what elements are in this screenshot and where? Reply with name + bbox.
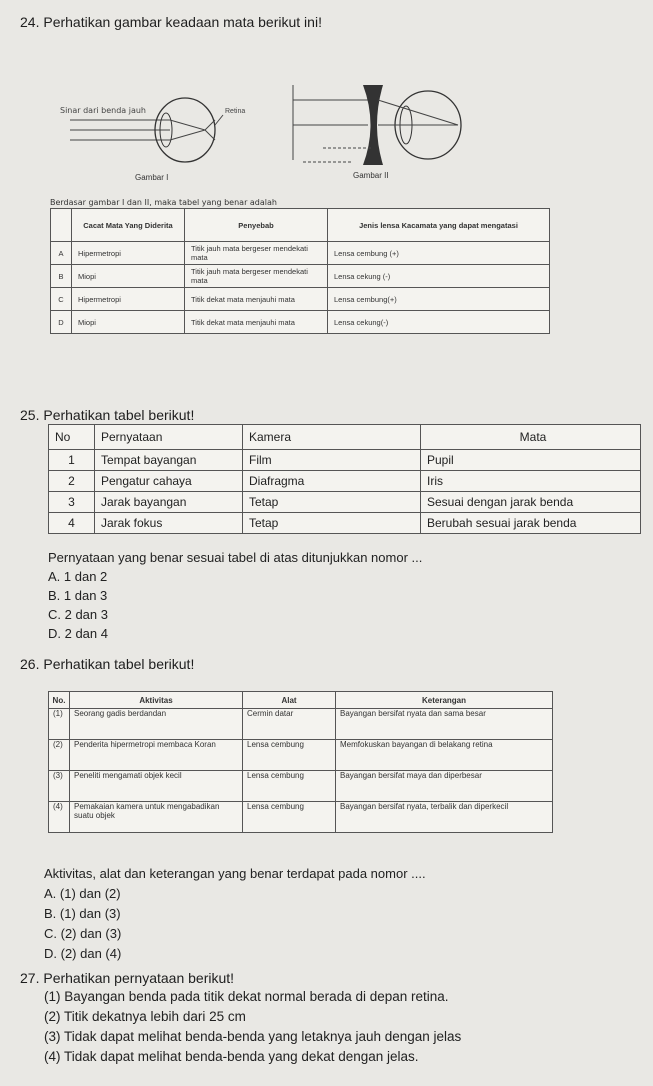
q27-item-2: (2) Titik dekatnya lebih dari 25 cm [44, 1009, 246, 1024]
table-row: C Hipermetropi Titik dekat mata menjauhi mata Lensa cembung(+) [51, 288, 550, 311]
table-row: 1 Tempat bayangan Film Pupil [49, 450, 641, 471]
table-row: 4 Jarak fokus Tetap Berubah sesuai jarak benda [49, 513, 641, 534]
q25-question: Pernyataan yang benar sesuai tabel di atas ditunjukkan nomor ... [48, 550, 423, 565]
q25-table: No Pernyataan Kamera Mata 1 Tempat bayangan Film Pupil 2 Pengatur cahaya Diafragma Iris 3 Jarak bayangan Tetap Sesuai dengan jarak benda 4 Jarak fokus Tetap Berubah sesuai jarak benda [48, 424, 641, 534]
q25-option-b[interactable]: B. 1 dan 3 [48, 588, 108, 603]
table-row: (2) Penderita hipermetropi membaca Koran Lensa cembung Memfokuskan bayangan di belakang retina [49, 740, 553, 771]
q26-option-a[interactable]: A. (1) dan (2) [44, 886, 121, 901]
q25-title: 25. Perhatikan tabel berikut! [20, 407, 195, 423]
table-row: (3) Peneliti mengamati objek kecil Lensa cembung Bayangan bersifat maya dan diperbesar [49, 771, 553, 802]
q26-title: 26. Perhatikan tabel berikut! [20, 656, 195, 672]
q27-item-4: (4) Tidak dapat melihat benda-benda yang dekat dengan jelas. [44, 1049, 419, 1064]
q25-option-c[interactable]: C. 2 dan 3 [48, 607, 108, 622]
table-row: B Miopi Titik jauh mata bergeser mendekati mata Lensa cekung (-) [51, 265, 550, 288]
table-row: A Hipermetropi Titik jauh mata bergeser mendekati mata Lensa cembung (+) [51, 242, 550, 265]
eye-diagram-2 [283, 70, 483, 185]
q27-item-1: (1) Bayangan benda pada titik dekat normal berada di depan retina. [44, 989, 449, 1004]
q24-header-cacat: Cacat Mata Yang Diderita [72, 209, 185, 242]
q25-option-d[interactable]: D. 2 dan 4 [48, 626, 108, 641]
q24-table [50, 208, 550, 334]
q24-header-lensa: Jenis lensa Kacamata yang dapat mengatasi [328, 209, 550, 242]
table-row: (1) Seorang gadis berdandan Cermin datar Bayangan bersifat nyata dan sama besar [49, 709, 553, 740]
q25-option-a[interactable]: A. 1 dan 2 [48, 569, 108, 584]
q27-title: 27. Perhatikan pernyataan berikut! [20, 970, 235, 986]
q26-option-b[interactable]: B. (1) dan (3) [44, 906, 121, 921]
table-row: (4) Pemakaian kamera untuk mengabadikan suatu objek Lensa cembung Bayangan bersifat nyata, terbalik dan diperkecil [49, 802, 553, 833]
retina-label: Retina [225, 108, 246, 115]
q24-intro: Berdasar gambar I dan II, maka tabel yang benar adalah [50, 198, 277, 207]
q26-question: Aktivitas, alat dan keterangan yang benar terdapat pada nomor .... [44, 866, 426, 881]
fig1-caption: Gambar I [135, 173, 169, 182]
fig2-caption: Gambar II [353, 171, 389, 180]
eye-diagram-1 [60, 75, 270, 185]
q26-table: No. Aktivitas Alat Keterangan (1) Seorang gadis berdandan Cermin datar Bayangan bersifat nyata dan sama besar (2) Penderita hipermetropi membaca Koran Lensa cembung Memfokuskan bayangan di belakang retina (3) Peneliti mengamati objek kecil Lensa cembung Bayangan bersifat maya dan diperbesar (4) Pemakaian kamera untuk mengabadikan suatu objek Lensa cembung Bayangan bersifat nyata, terbalik dan diperkecil [48, 691, 553, 833]
q24-title: 24. Perhatikan gambar keadaan mata berikut ini! [20, 14, 322, 30]
q26-option-c[interactable]: C. (2) dan (3) [44, 926, 122, 941]
diagram1-left-label: Sinar dari benda jauh [60, 106, 146, 115]
table-row: 3 Jarak bayangan Tetap Sesuai dengan jarak benda [49, 492, 641, 513]
q27-item-3: (3) Tidak dapat melihat benda-benda yang letaknya jauh dengan jelas [44, 1029, 462, 1044]
q24-header-penyebab: Penyebab [185, 209, 328, 242]
q26-option-d[interactable]: D. (2) dan (4) [44, 946, 122, 961]
table-row: 2 Pengatur cahaya Diafragma Iris [49, 471, 641, 492]
table-row: D Miopi Titik dekat mata menjauhi mata Lensa cekung(-) [51, 311, 550, 334]
